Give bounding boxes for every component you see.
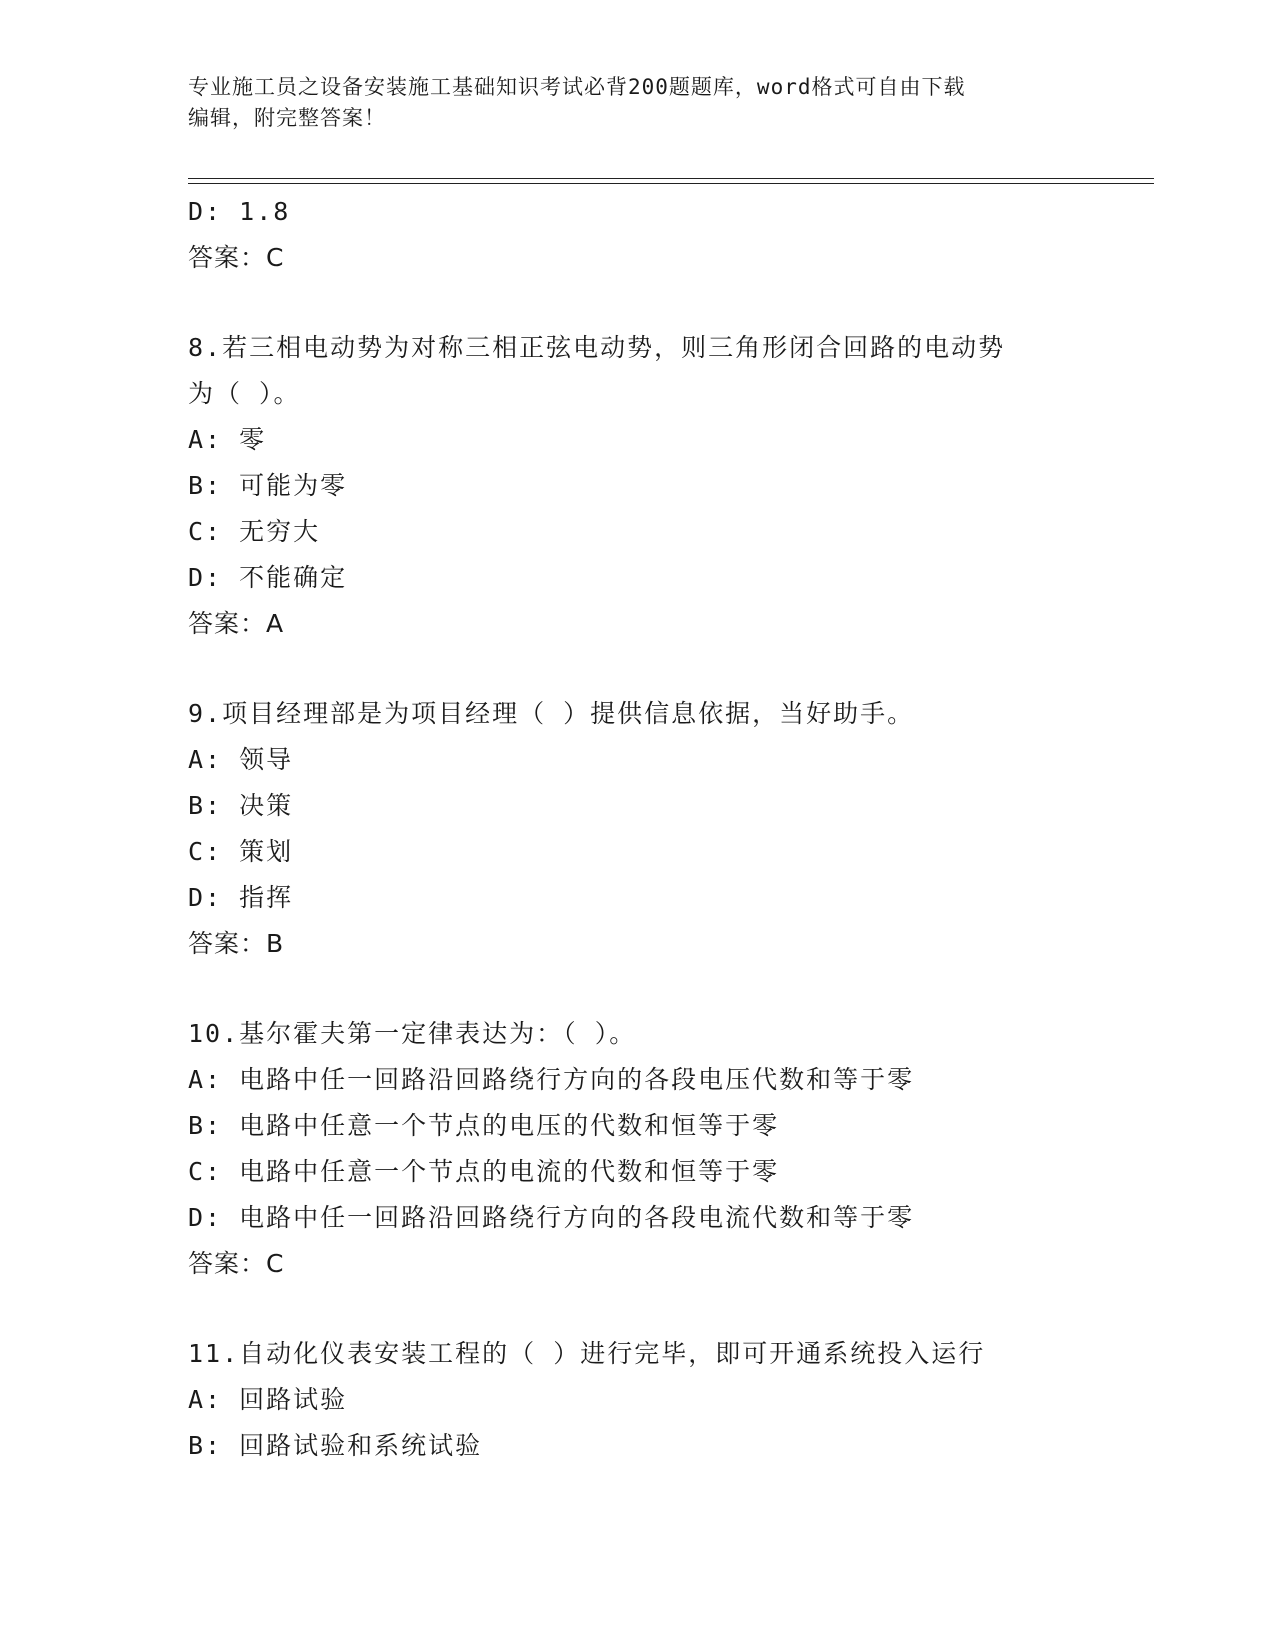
option-b: B: 回路试验和系统试验 — [188, 1431, 483, 1460]
question-text: 11.自动化仪表安装工程的（ ）进行完毕，即可开通系统投入运行 — [188, 1339, 986, 1368]
option-a: A: 电路中任一回路沿回路绕行方向的各段电压代数和等于零 — [188, 1065, 915, 1094]
header-line-1: 专业施工员之设备安装施工基础知识考试必背200题题库，word格式可自由下载 — [188, 75, 966, 99]
question-9 — [188, 691, 1148, 967]
question-text: 9.项目经理部是为项目经理（ ）提供信息依据，当好助手。 — [188, 699, 915, 728]
question-8 — [188, 325, 1148, 647]
spacer — [188, 281, 1148, 325]
option-a: A: 零 — [188, 425, 267, 454]
option-b: B: 可能为零 — [188, 471, 348, 500]
option-c: C: 无穷大 — [188, 517, 321, 546]
question-text: 8.若三相电动势为对称三相正弦电动势，则三角形闭合回路的电动势 — [188, 333, 1006, 362]
spacer — [188, 647, 1148, 691]
question-text-cont: 为（ ）。 — [188, 379, 301, 408]
option-b: B: 电路中任意一个节点的电压的代数和恒等于零 — [188, 1111, 780, 1140]
question-10 — [188, 1011, 1148, 1287]
answer-line: 答案：C — [188, 1249, 285, 1278]
question-list — [188, 189, 1148, 1469]
option-d: D: 不能确定 — [188, 563, 348, 592]
document-header — [188, 72, 1068, 134]
option-b: B: 决策 — [188, 791, 294, 820]
question-7-tail — [188, 189, 1148, 281]
option-d: D: 指挥 — [188, 883, 294, 912]
spacer — [188, 1287, 1148, 1331]
question-text: 10.基尔霍夫第一定律表达为：（ ）。 — [188, 1019, 637, 1048]
option-d: D: 电路中任一回路沿回路绕行方向的各段电流代数和等于零 — [188, 1203, 915, 1232]
spacer — [188, 967, 1148, 1011]
question-11 — [188, 1331, 1148, 1469]
option-c: C: 电路中任意一个节点的电流的代数和恒等于零 — [188, 1157, 780, 1186]
option-d: D: 1.8 — [188, 197, 291, 226]
answer-line: 答案：A — [188, 609, 285, 638]
option-c: C: 策划 — [188, 837, 294, 866]
header-divider-top — [188, 178, 1154, 179]
answer-line: 答案：B — [188, 929, 285, 958]
answer-line: 答案：C — [188, 243, 285, 272]
header-divider-bottom — [188, 183, 1154, 184]
option-a: A: 领导 — [188, 745, 294, 774]
header-line-2: 编辑，附完整答案！ — [188, 106, 386, 130]
option-a: A: 回路试验 — [188, 1385, 348, 1414]
